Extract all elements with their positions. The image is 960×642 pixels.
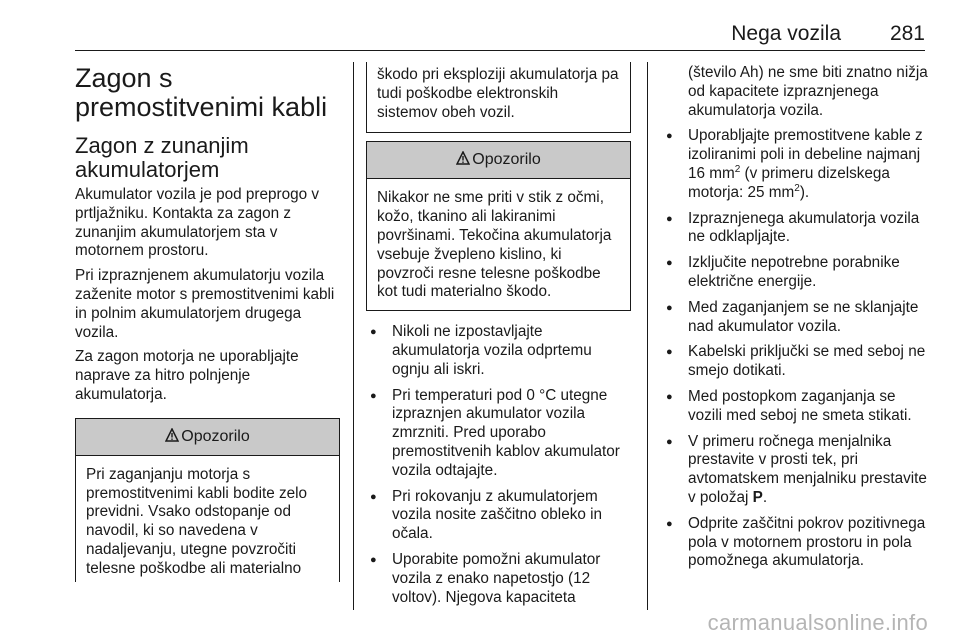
left-column: [75, 64, 340, 582]
paragraph: Akumulator vozila je pod preprogo v prtljažniku. Kontakta za zagon z zunanjim akumulatorjem sta v motornem prostoru.: [75, 186, 320, 260]
list-item: [662, 433, 928, 508]
list-item-text: Uporabljajte premostitvene kable z izoliranimi poli in debeline najmanj 16 mm: [688, 127, 923, 182]
list-item: ● Odprite zaščitni pokrov pozitivnega pola v motornem prostoru in pola pomožnega akumulatorja.: [662, 515, 928, 571]
list-item: ● Izpraznjenega akumulatorja vozila ne odklapljajte.: [662, 210, 928, 248]
warning-box-continued: [366, 62, 631, 133]
warning-triangle-icon: [456, 151, 470, 165]
bullet-list: [662, 127, 928, 571]
list-item: ● Izključite nepotrebne porabnike električne energije.: [662, 254, 928, 292]
column-divider-right: [647, 62, 648, 610]
paragraph: Za zagon motorja ne uporabljajte naprave za hitro polnjenje akumulatorja.: [75, 348, 299, 403]
warning-triangle-icon: [165, 428, 179, 442]
warning-text: Pri zaganjanju motorja s premostitvenimi kabli bodite zelo previdni. Vsako odstopanje od navodil, ki so navedena v nadaljevanju, utegne povzročiti telesne poškodbe ali materialno: [86, 465, 308, 577]
warning-label: Opozorilo: [472, 151, 541, 169]
warning-box: [75, 418, 340, 582]
bullet-list: [366, 323, 631, 607]
warning-label: Opozorilo: [181, 427, 250, 445]
page-header: [75, 0, 925, 52]
list-item: ● Pri rokovanju z akumulatorjem vozila nosite zaščitno obleko in očala.: [366, 488, 631, 544]
superscript: 2: [734, 163, 741, 175]
right-column: [662, 64, 928, 578]
list-item-text: V primeru ročnega menjalnika prestavite v prosti tek, pri avtomatskem menjalniku prestavite v položaj: [688, 432, 927, 506]
list-item: ● Pri temperaturi pod 0 °C utegne izpraznjen akumulator vozila zmrzniti. Pred uporabo premostitvenih kablov akumulator vozila odtajajte.: [366, 387, 631, 481]
middle-column: [366, 62, 631, 614]
list-item-text: .: [762, 488, 768, 506]
list-item: ● Med postopkom zaganjanja se vozili med seboj ne smeta stikati.: [662, 388, 928, 426]
list-item-continued: (število Ah) ne sme biti znatno nižja od kapacitete izpraznjenega akumulatorja vozila.: [688, 64, 928, 119]
gear-position-label: P: [752, 488, 763, 506]
section-subtitle: Zagon z zunanjim akumulatorjem: [75, 133, 249, 182]
column-divider-left: [353, 62, 354, 610]
list-item: ● Kabelski priključki se med seboj ne smejo dotikati.: [662, 343, 928, 381]
warning-text: Nikakor ne sme priti v stik z očmi, kožo, tkanino ali lakiranimi površinami. Tekočina akumulatorja vsebuje žvepleno kislino, ki povzroči resne telesne poškodbe kot tudi materialno škodo.: [377, 189, 612, 301]
list-item: [662, 127, 928, 202]
warning-text: škodo pri eksploziji akumulatorja pa tudi poškodbe elektronskih sistemov obeh vozil.: [377, 66, 619, 121]
section-title: Zagon s premostitvenimi kabli: [75, 63, 328, 122]
header-rule: [75, 50, 925, 51]
warning-box: [366, 141, 631, 311]
list-item: ● Uporabite pomožni akumulator vozila z enako napetostjo (12 voltov). Njegova kapaciteta: [366, 551, 631, 607]
list-item-text: ).: [799, 183, 810, 201]
header-title: Nega vozila: [731, 22, 841, 45]
list-item: ● Med zaganjanjem se ne sklanjajte nad akumulator vozila.: [662, 299, 928, 337]
warning-header: [76, 419, 339, 456]
list-item-text: (v primeru dizelskega motorja: 25 mm: [688, 164, 890, 201]
watermark: carmanualsonline.info: [707, 610, 928, 635]
paragraph: Pri izpraznjenem akumulatorju vozila zaženite motor s premostitvenimi kabli in polnim akumulatorjem drugega vozila.: [75, 267, 335, 341]
superscript: 2: [794, 182, 800, 194]
list-item: ● Nikoli ne izpostavljajte akumulatorja vozila odprtemu ognju ali iskri.: [366, 323, 631, 379]
page-number: 281: [889, 22, 925, 45]
warning-header: [367, 142, 630, 179]
